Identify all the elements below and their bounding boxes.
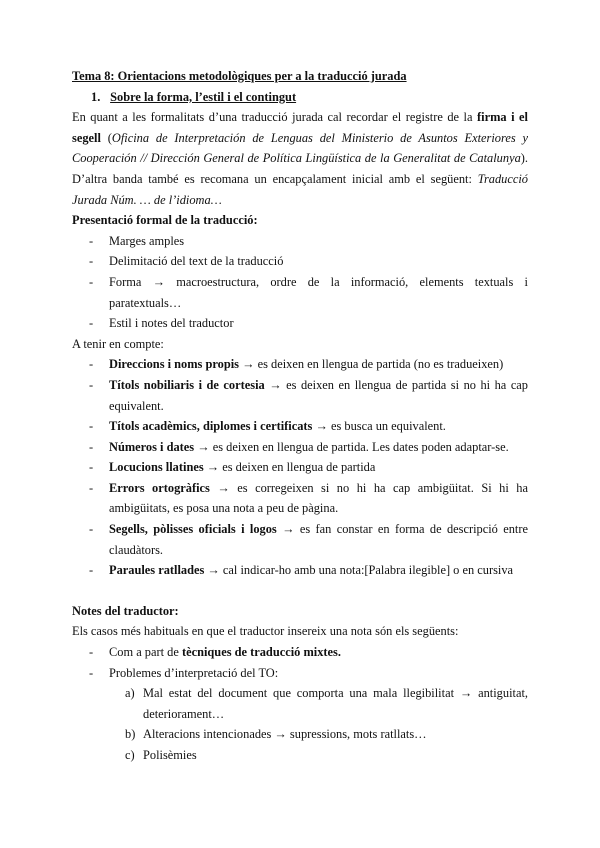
document-body — [72, 66, 528, 766]
page-title: Tema 8: Orientacions metodològiques per a la traducció jurada — [72, 69, 407, 83]
notes-heading: Notes del traductor: — [72, 603, 179, 618]
tenir-list — [72, 354, 528, 581]
sub-list-item: a) Mal estat del document que comporta una mala llegibilitat → antiguitat, deteriorament… — [125, 686, 528, 721]
intro-paragraph — [72, 107, 528, 210]
presentacio-heading: Presentació formal de la traducció: — [72, 213, 258, 228]
presentacio-list — [72, 231, 528, 334]
list-item: - Títols acadèmics, diplomes i certificats → es busca un equivalent. — [89, 419, 446, 434]
spacer — [72, 581, 528, 601]
section-number: 1. — [91, 89, 101, 104]
intro-text-1: En quant a les formalitats d’una traducció jurada cal recordar el registre de la — [72, 110, 478, 125]
list-item: - Números i dates → es deixen en llengua de partida. Les dates poden adaptar-se. — [89, 439, 509, 454]
tenir-heading: A tenir en compte: — [72, 336, 164, 351]
list-item: - Direccions i noms propis → es deixen en llengua de partida (no es tradueixen) — [89, 357, 504, 372]
list-item: - Delimitació del text de la traducció — [89, 254, 284, 269]
intro-bold-firma: firma i el segell — [72, 110, 528, 145]
notes-intro: Els casos més habituals en que el traductor insereix una nota són els següents: — [72, 624, 459, 639]
intro-italic-traduccio: Traducció Jurada Núm. … de l’idioma… — [72, 171, 528, 207]
list-item: - Títols nobiliaris i de cortesia → es deixen en llengua de partida si no hi ha cap equivalent. — [89, 377, 529, 413]
intro-text-2: ( — [100, 130, 112, 145]
intro-text-3: ). D’altra banda també es recomana un encapçalament inicial amb el següent: — [72, 151, 528, 186]
notes-list — [72, 642, 528, 766]
list-item: - Marges amples — [89, 233, 185, 248]
list-item: - Com a part de tècniques de traducció mixtes. — [89, 645, 341, 660]
list-item: - Estil i notes del traductor — [89, 316, 234, 331]
section-heading — [91, 87, 528, 108]
section-label: Sobre la forma, l’estil i el contingut — [110, 89, 297, 104]
sub-list-item: b) Alteracions intencionades → supressions, mots ratllats… — [125, 727, 427, 742]
sub-list-item: c) Polisèmies — [125, 748, 197, 762]
list-item: - Problemes d’interpretació del TO: — [89, 665, 279, 680]
list-item: - Forma → macroestructura, ordre de la informació, elements textuals i paratextuals… — [89, 274, 528, 310]
list-item: - Segells, pòlisses oficials i logos → es fan constar en forma de descripció entre claudàtors. — [89, 522, 528, 557]
list-item: - Paraules ratllades → cal indicar-ho amb una nota:[Palabra ilegible] o en cursiva — [89, 563, 514, 578]
list-item: - Errors ortogràfics → es corregeixen si no hi ha cap ambigüitat. Si hi ha ambigüitats, es posa una nota a peu de pàgina. — [89, 480, 528, 516]
list-item: - Locucions llatines → es deixen en llengua de partida — [89, 460, 376, 475]
intro-italic-oficina: Oficina de Interpretación de Lenguas del Ministerio de Asuntos Exteriores y Cooperación // Dirección General de Política Lingüística de la Generalitat de Catalunya — [72, 130, 528, 166]
